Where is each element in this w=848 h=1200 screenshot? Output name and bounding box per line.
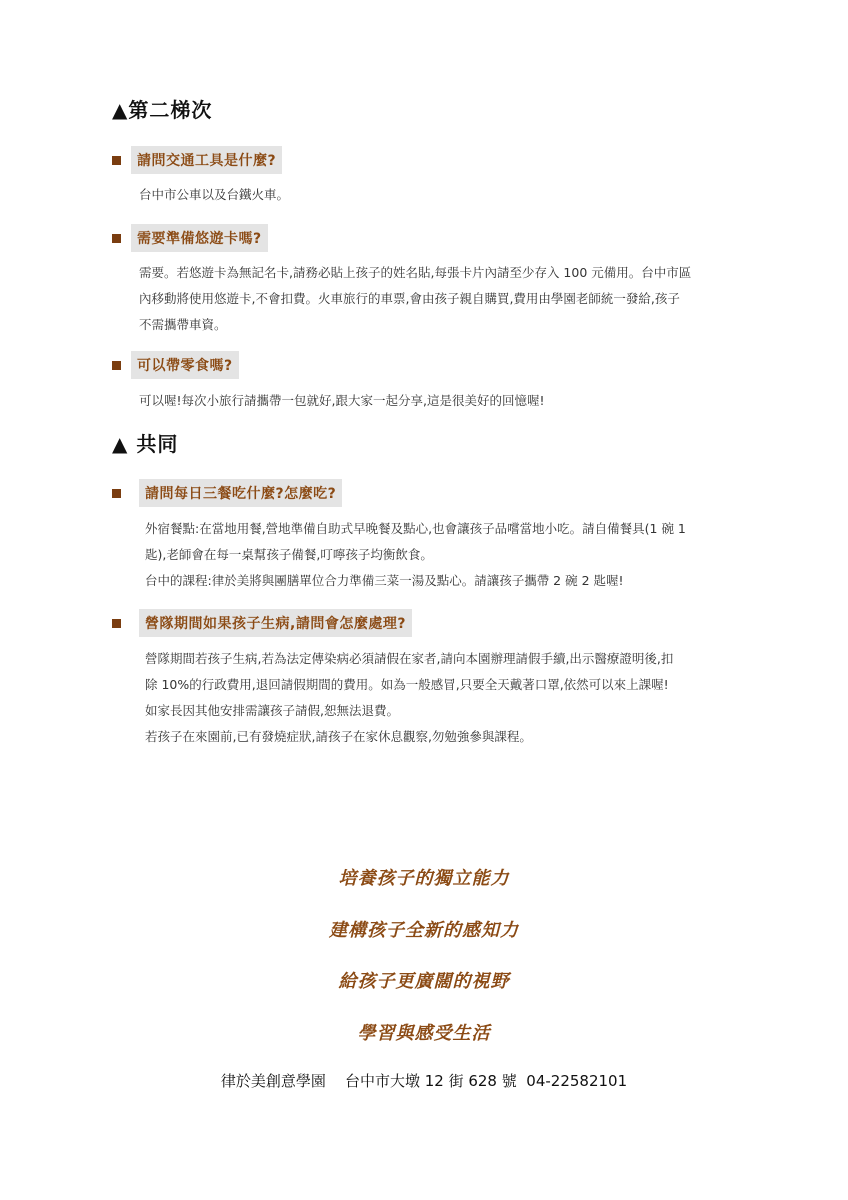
question-sickness: 營隊期間如果孩子生病,請問會怎麼處理?	[139, 609, 412, 637]
answer-meals-line-3: 台中的課程:律於美將與團膳單位合力準備三菜一湯及點心。請讓孩子攜帶 2 碗 2 匙喔!	[145, 573, 624, 588]
answer-sickness-line-4: 若孩子在來園前,已有發燒症狀,請孩子在家休息觀察,勿勉強參與課程。	[145, 729, 532, 744]
footer-contact: 律於美創意學園 台中市大墩 12 街 628 號 04-22582101	[220, 1072, 628, 1090]
question-meals: 請問每日三餐吃什麼?怎麼吃?	[139, 479, 342, 507]
answer-sickness-line-3: 如家長因其他安排需讓孩子請假,恕無法退費。	[145, 703, 399, 718]
answer-snacks-line-1: 可以喔!每次小旅行請攜帶一包就好,跟大家一起分享,這是很美好的回憶喔!	[139, 393, 545, 408]
answer-transport-line-1: 台中市公車以及台鐵火車。	[139, 187, 290, 202]
slogan-line-4: 學習與感受生活	[357, 1023, 491, 1044]
question-snacks: 可以帶零食嗎?	[131, 351, 239, 379]
square-bullet-icon	[112, 234, 121, 243]
answer-easycard-line-3: 不需攜帶車資。	[139, 317, 227, 332]
square-bullet-icon	[112, 156, 121, 165]
slogan-line-3: 給孩子更廣闊的視野	[338, 971, 510, 992]
answer-meals-line-1: 外宿餐點:在當地用餐,營地準備自助式早晚餐及點心,也會讓孩子品嚐當地小吃。請自備餐具(1 碗 1	[145, 521, 686, 536]
square-bullet-icon	[112, 489, 121, 498]
answer-easycard-line-2: 內移動將使用悠遊卡,不會扣費。火車旅行的車票,會由孩子親自購買,費用由學園老師統一發給,孩子	[139, 291, 680, 306]
question-transport: 請問交通工具是什麼?	[131, 146, 282, 174]
slogan-line-1: 培養孩子的獨立能力	[338, 868, 510, 889]
answer-easycard-line-1: 需要。若悠遊卡為無記名卡,請務必貼上孩子的姓名貼,每張卡片內請至少存入 100 元備用。台中市區	[139, 265, 692, 280]
question-easycard: 需要準備悠遊卡嗎?	[131, 224, 268, 252]
answer-sickness-line-2: 除 10%的行政費用,退回請假期間的費用。如為一般感冒,只要全天戴著口罩,依然可以來上課喔!	[145, 677, 669, 692]
square-bullet-icon	[112, 619, 121, 628]
section-title-second-batch: ▲第二梯次	[112, 98, 213, 122]
slogan-line-2: 建構孩子全新的感知力	[329, 920, 519, 941]
section-title-common: ▲ 共同	[112, 432, 179, 456]
square-bullet-icon	[112, 361, 121, 370]
answer-sickness-line-1: 營隊期間若孩子生病,若為法定傳染病必須請假在家者,請向本園辦理請假手續,出示醫療證明後,扣	[145, 651, 674, 666]
answer-meals-line-2: 匙),老師會在每一桌幫孩子備餐,叮嚀孩子均衡飲食。	[145, 547, 433, 562]
